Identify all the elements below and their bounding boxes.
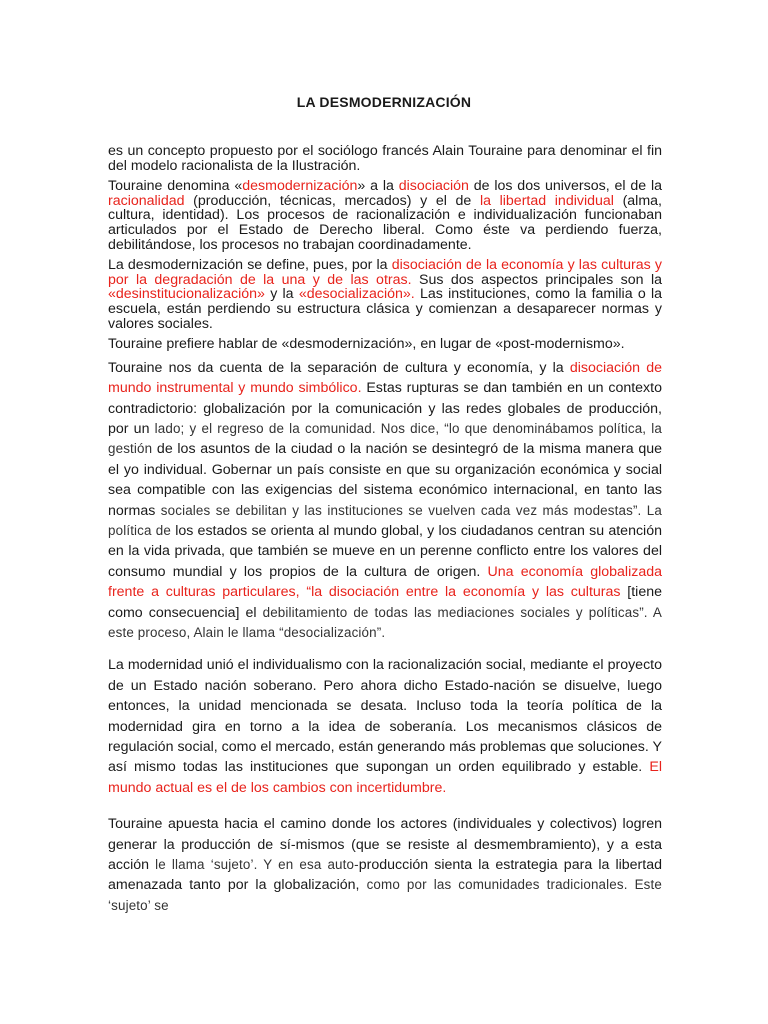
highlight-mundo-instrumental: disociación de mundo instrumental y mundo simbólico. (108, 359, 662, 397)
highlight-economia-globalizada: Una economía globalizada frente a culturas particulares, (108, 563, 662, 601)
highlight-disociacion-economia: disociación de la economía y las culturas y por la degradación de la una y de las otras. (108, 257, 662, 288)
paragraph-3: La desmodernización se define, pues, por la disociación de la economía y las culturas y por la degradación de la una y de las otras. Sus dos aspectos principales son la «desinstitucionalización» y la «desocialización». Las instituciones, como la familia o la escuela, están perdiendo su estructura clásica y comienzan a desaparecer normas y valores sociales. (108, 257, 662, 332)
paragraph-7: Touraine apuesta hacia el camino donde los actores (individuales y colectivos) logren generar la producción de sí-mismos (que se resiste al desmembramiento), y a esta acción le llama ‘sujeto’. Y en esa auto-producción sienta la estrategia para la libertad amenazada tanto por la globalización, como por las comunidades tradicionales. Este ‘sujeto’ se (108, 816, 663, 913)
highlight-desocializacion: «desocialización». (298, 286, 415, 303)
paragraph-2: Touraine denomina «desmodernización» a la disociación de los dos universos, el de la racionalidad (producción, técnicas, mercados) y el de la libertad individual (alma, cultura, identidad). Los procesos de racionalización e individualización funcionaban articulados por el Estado de Derecho liberal. Como éste va perdiendo fuerza, debilitándose, los procesos no trabajan coordinadamente. (108, 178, 662, 253)
paragraph-5: Touraine nos da cuenta de la separación de cultura y economía, y la disociación de mundo instrumental y mundo simbólico. Estas rupturas se dan también en un contexto contradictorio: globalización por la comunicación y las redes globales de producción, por un lado; y el regreso de la comunidad. Nos dice, “lo que denominábamos política, la gestión de los asuntos de la ciudad o la nación se desintegró de la misma manera que el yo individual. Gobernar un país consiste en que su organización económica y social sea compatible con las exigencias del sistema económico internacional, en tanto las normas sociales se debilitan y las instituciones se vuelven cada vez más modestas”. La política de los estados se orienta al mundo global, y los ciudadanos centran su atención en la vida privada, que también se mueve en un perenne conflicto entre los valores del consumo mundial y los propios de la cultura de origen. Una economía globalizada frente a culturas particulares, “la disociación entre la economía y las culturas [tiene como consecuencia] el debilitamiento de todas las mediaciones sociales y políticas”. A este proceso, Alain le llama “desocialización”. (108, 359, 663, 640)
paragraph-4: Touraine prefiere hablar de «desmodernización», en lugar de «post-modernismo». (108, 336, 625, 353)
paragraph-1: es un concepto propuesto por el sociólogo francés Alain Touraine para denominar el fin del modelo racionalista de la Ilustración. (108, 143, 662, 174)
highlight-desmodernizacion: desmodernización (242, 178, 358, 195)
highlight-libertad-individual: la libertad individual (479, 192, 614, 209)
document-body (108, 144, 662, 916)
document-title: LA DESMODERNIZACIÓN (296, 94, 472, 110)
paragraph-6: La modernidad unió el individualismo con la racionalización social, mediante el proyecto de un Estado nación soberano. Pero ahora dicho Estado-nación se disuelve, luego entonces, la unidad mencionada se desata. Incluso toda la teoría política de la modernidad gira en torno a la idea de soberanía. Los mecanismos clásicos de regulación social, como el mercado, están generando más problemas que soluciones. Y así mismo todas las instituciones que supongan un orden equilibrado y estable. El mundo actual es el de los cambios con incertidumbre. (108, 657, 662, 796)
highlight-desinstitucionalizacion: «desinstitucionalización» (108, 286, 265, 303)
highlight-disociacion-culturas: “la disociación entre la economía y las culturas (306, 584, 621, 601)
highlight-disociacion: disociación (398, 178, 469, 195)
highlight-mundo-actual: El mundo actual es el de los cambios con incertidumbre. (108, 759, 662, 796)
highlight-racionalidad: racionalidad (108, 192, 185, 209)
